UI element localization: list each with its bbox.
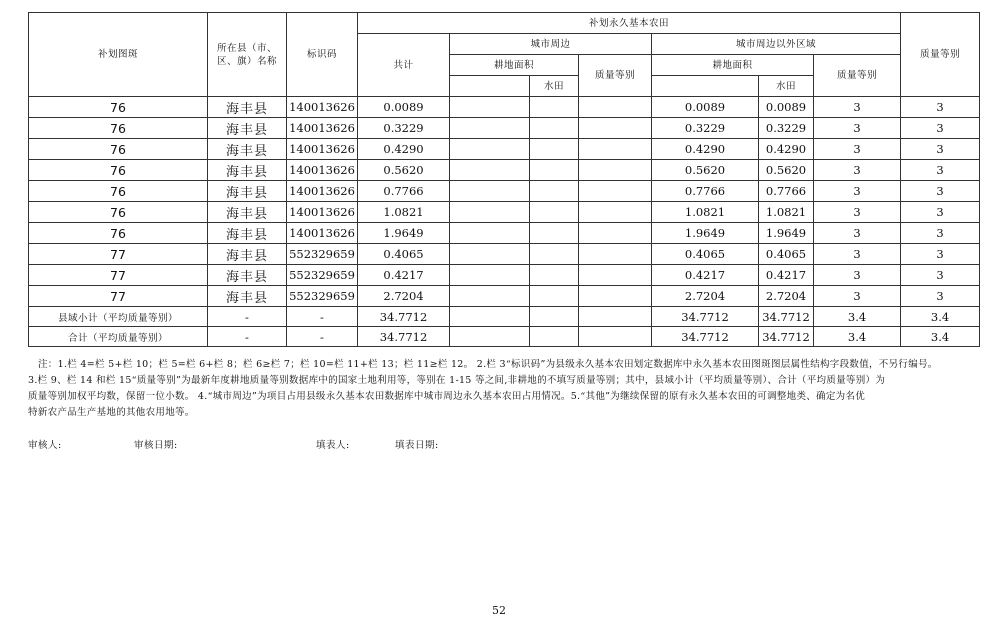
header-outside-arable-area: 耕地面积 [652,55,814,76]
cell-city-grade [579,327,652,347]
farmland-table [28,12,980,347]
cell-total: 0.4290 [358,139,450,160]
table-notes [28,357,978,421]
cell-county: 海丰县 [208,265,287,286]
total-row [29,327,980,347]
cell-grade: 3 [901,118,980,139]
cell-city-grade [579,181,652,202]
cell-plot: 77 [29,286,208,307]
cell-city-grade [579,139,652,160]
cell-county: 海丰县 [208,160,287,181]
cell-outside-area: 0.5620 [652,160,759,181]
cell-city-area [450,139,530,160]
header-outside-quality-grade: 质量等别 [814,55,901,97]
reviewer-label: 审核人: [28,440,62,451]
header-city-paddy: 水田 [530,76,579,97]
review-date-label: 审核日期: [134,440,178,451]
cell-outside-grade: 3 [814,202,901,223]
cell-idcode: 552329659 [287,286,358,307]
cell-outside-grade: 3.4 [814,307,901,327]
cell-county: 海丰县 [208,202,287,223]
cell-plot: 77 [29,244,208,265]
cell-outside-paddy: 34.7712 [759,307,814,327]
cell-outside-paddy: 1.9649 [759,223,814,244]
cell-summary-label: 合计（平均质量等别） [29,327,208,347]
cell-city-paddy [530,97,579,118]
cell-city-grade [579,265,652,286]
cell-outside-grade: 3 [814,97,901,118]
filler-label: 填表人: [316,440,350,451]
cell-total: 1.9649 [358,223,450,244]
cell-county: 海丰县 [208,223,287,244]
header-supp-title: 补划永久基本农田 [358,13,901,34]
header-county: 所在县（市、区、旗）名称 [208,13,287,97]
cell-outside-area: 0.0089 [652,97,759,118]
table-row [29,202,980,223]
table-row [29,286,980,307]
cell-idcode: 140013626 [287,139,358,160]
cell-idcode: 140013626 [287,181,358,202]
cell-plot: 76 [29,139,208,160]
cell-outside-grade: 3 [814,181,901,202]
cell-city-grade [579,202,652,223]
cell-city-area [450,244,530,265]
cell-outside-paddy: 0.5620 [759,160,814,181]
header-city-around: 城市周边 [450,34,652,55]
cell-city-grade [579,223,652,244]
cell-plot: 76 [29,223,208,244]
header-city-area-sub [450,76,530,97]
note-line: 3.栏 9、栏 14 和栏 15“质量等别”为最新年度耕地质量等别数据库中的国家土地利用等，等别在 1-15 等之间,非耕地的不填写质量等别；其中，县域小计（平均质量等别）、合计（平均质量等别）为 [28,375,886,386]
table-row [29,265,980,286]
cell-idcode: 140013626 [287,97,358,118]
cell-outside-area: 2.7204 [652,286,759,307]
cell-city-grade [579,118,652,139]
cell-city-area [450,160,530,181]
cell-city-paddy [530,327,579,347]
cell-outside-grade: 3 [814,160,901,181]
cell-total: 0.4065 [358,244,450,265]
cell-outside-paddy: 0.7766 [759,181,814,202]
cell-city-grade [579,307,652,327]
cell-outside-paddy: 0.4290 [759,139,814,160]
cell-outside-area: 34.7712 [652,307,759,327]
table-row [29,139,980,160]
cell-total: 0.3229 [358,118,450,139]
cell-outside-grade: 3 [814,265,901,286]
cell-grade: 3 [901,202,980,223]
cell-grade: 3.4 [901,327,980,347]
cell-outside-paddy: 0.4217 [759,265,814,286]
cell-grade: 3.4 [901,307,980,327]
cell-city-area [450,97,530,118]
cell-city-paddy [530,307,579,327]
cell-county: 海丰县 [208,244,287,265]
cell-outside-paddy: 0.0089 [759,97,814,118]
cell-outside-grade: 3 [814,223,901,244]
cell-outside-area: 0.4065 [652,244,759,265]
cell-plot: 76 [29,118,208,139]
note-line: 特新农产品生产基地的其他农用地等。 [28,407,195,418]
cell-outside-grade: 3 [814,244,901,265]
cell-outside-area: 1.0821 [652,202,759,223]
table-row [29,118,980,139]
subtotal-row [29,307,980,327]
cell-outside-area: 1.9649 [652,223,759,244]
cell-city-area [450,307,530,327]
cell-city-area [450,202,530,223]
cell-grade: 3 [901,286,980,307]
cell-total: 34.7712 [358,307,450,327]
cell-plot: 76 [29,160,208,181]
cell-idcode: 552329659 [287,244,358,265]
cell-summary-label: 县域小计（平均质量等别） [29,307,208,327]
table-row [29,223,980,244]
cell-city-paddy [530,265,579,286]
cell-outside-grade: 3 [814,139,901,160]
cell-total: 34.7712 [358,327,450,347]
cell-city-grade [579,244,652,265]
cell-county: 海丰县 [208,286,287,307]
table-header [29,13,980,97]
cell-outside-area: 34.7712 [652,327,759,347]
cell-grade: 3 [901,160,980,181]
cell-total: 1.0821 [358,202,450,223]
cell-total: 2.7204 [358,286,450,307]
cell-outside-grade: 3 [814,118,901,139]
cell-city-paddy [530,286,579,307]
cell-total: 0.4217 [358,265,450,286]
cell-city-paddy [530,202,579,223]
cell-idcode: - [287,327,358,347]
cell-plot: 77 [29,265,208,286]
cell-county: 海丰县 [208,118,287,139]
cell-outside-area: 0.7766 [652,181,759,202]
cell-outside-area: 0.3229 [652,118,759,139]
table-row [29,244,980,265]
cell-city-area [450,327,530,347]
cell-outside-paddy: 34.7712 [759,327,814,347]
cell-outside-paddy: 0.3229 [759,118,814,139]
table-row [29,181,980,202]
table-row [29,160,980,181]
cell-city-grade [579,160,652,181]
cell-city-area [450,181,530,202]
cell-outside-area: 0.4290 [652,139,759,160]
note-line: 注：1.栏 4=栏 5+栏 10；栏 5=栏 6+栏 8；栏 6≥栏 7；栏 10=栏 11+栏 13；栏 11≥栏 12。 2.栏 3“标识码”为县级永久基本农田划定数据库中永久基本农田图斑图层属性结构字段数值，不另行编号。 [38,359,938,370]
cell-city-area [450,223,530,244]
cell-city-area [450,265,530,286]
cell-grade: 3 [901,181,980,202]
cell-grade: 3 [901,265,980,286]
cell-outside-paddy: 0.4065 [759,244,814,265]
header-outside-paddy: 水田 [759,76,814,97]
cell-county: 海丰县 [208,97,287,118]
header-total: 共计 [358,34,450,97]
cell-city-grade [579,97,652,118]
cell-idcode: 552329659 [287,265,358,286]
cell-city-paddy [530,223,579,244]
cell-city-grade [579,286,652,307]
cell-city-paddy [530,244,579,265]
cell-idcode: 140013626 [287,118,358,139]
cell-county: - [208,307,287,327]
cell-idcode: 140013626 [287,202,358,223]
cell-outside-grade: 3 [814,286,901,307]
header-plot: 补划图斑 [29,13,208,97]
cell-city-area [450,286,530,307]
cell-grade: 3 [901,223,980,244]
header-quality-grade: 质量等别 [901,13,980,97]
note-line: 质量等别加权平均数，保留一位小数。 4.“城市周边”为项目占用县级永久基本农田数据库中城市周边永久基本农田占用情况。5.“其他”为继续保留的原有永久基本农田的可调整地类、确定为名优 [28,391,866,402]
cell-city-paddy [530,181,579,202]
cell-grade: 3 [901,244,980,265]
cell-outside-paddy: 1.0821 [759,202,814,223]
cell-grade: 3 [901,139,980,160]
cell-grade: 3 [901,97,980,118]
table-row [29,97,980,118]
header-outside-city: 城市周边以外区域 [652,34,901,55]
cell-total: 0.7766 [358,181,450,202]
cell-idcode: - [287,307,358,327]
cell-plot: 76 [29,202,208,223]
cell-plot: 76 [29,181,208,202]
cell-county: 海丰县 [208,139,287,160]
cell-county: 海丰县 [208,181,287,202]
cell-plot: 76 [29,97,208,118]
table-body [29,97,980,347]
cell-outside-grade: 3.4 [814,327,901,347]
header-city-quality-grade: 质量等别 [579,55,652,97]
cell-city-paddy [530,160,579,181]
cell-idcode: 140013626 [287,160,358,181]
page-number: 52 [492,604,506,617]
header-idcode: 标识码 [287,13,358,97]
cell-city-paddy [530,139,579,160]
cell-outside-paddy: 2.7204 [759,286,814,307]
cell-outside-area: 0.4217 [652,265,759,286]
cell-city-paddy [530,118,579,139]
cell-city-area [450,118,530,139]
header-outside-area-sub [652,76,759,97]
fill-date-label: 填表日期: [395,440,439,451]
cell-total: 0.0089 [358,97,450,118]
cell-idcode: 140013626 [287,223,358,244]
cell-total: 0.5620 [358,160,450,181]
header-city-arable-area: 耕地面积 [450,55,579,76]
cell-county: - [208,327,287,347]
